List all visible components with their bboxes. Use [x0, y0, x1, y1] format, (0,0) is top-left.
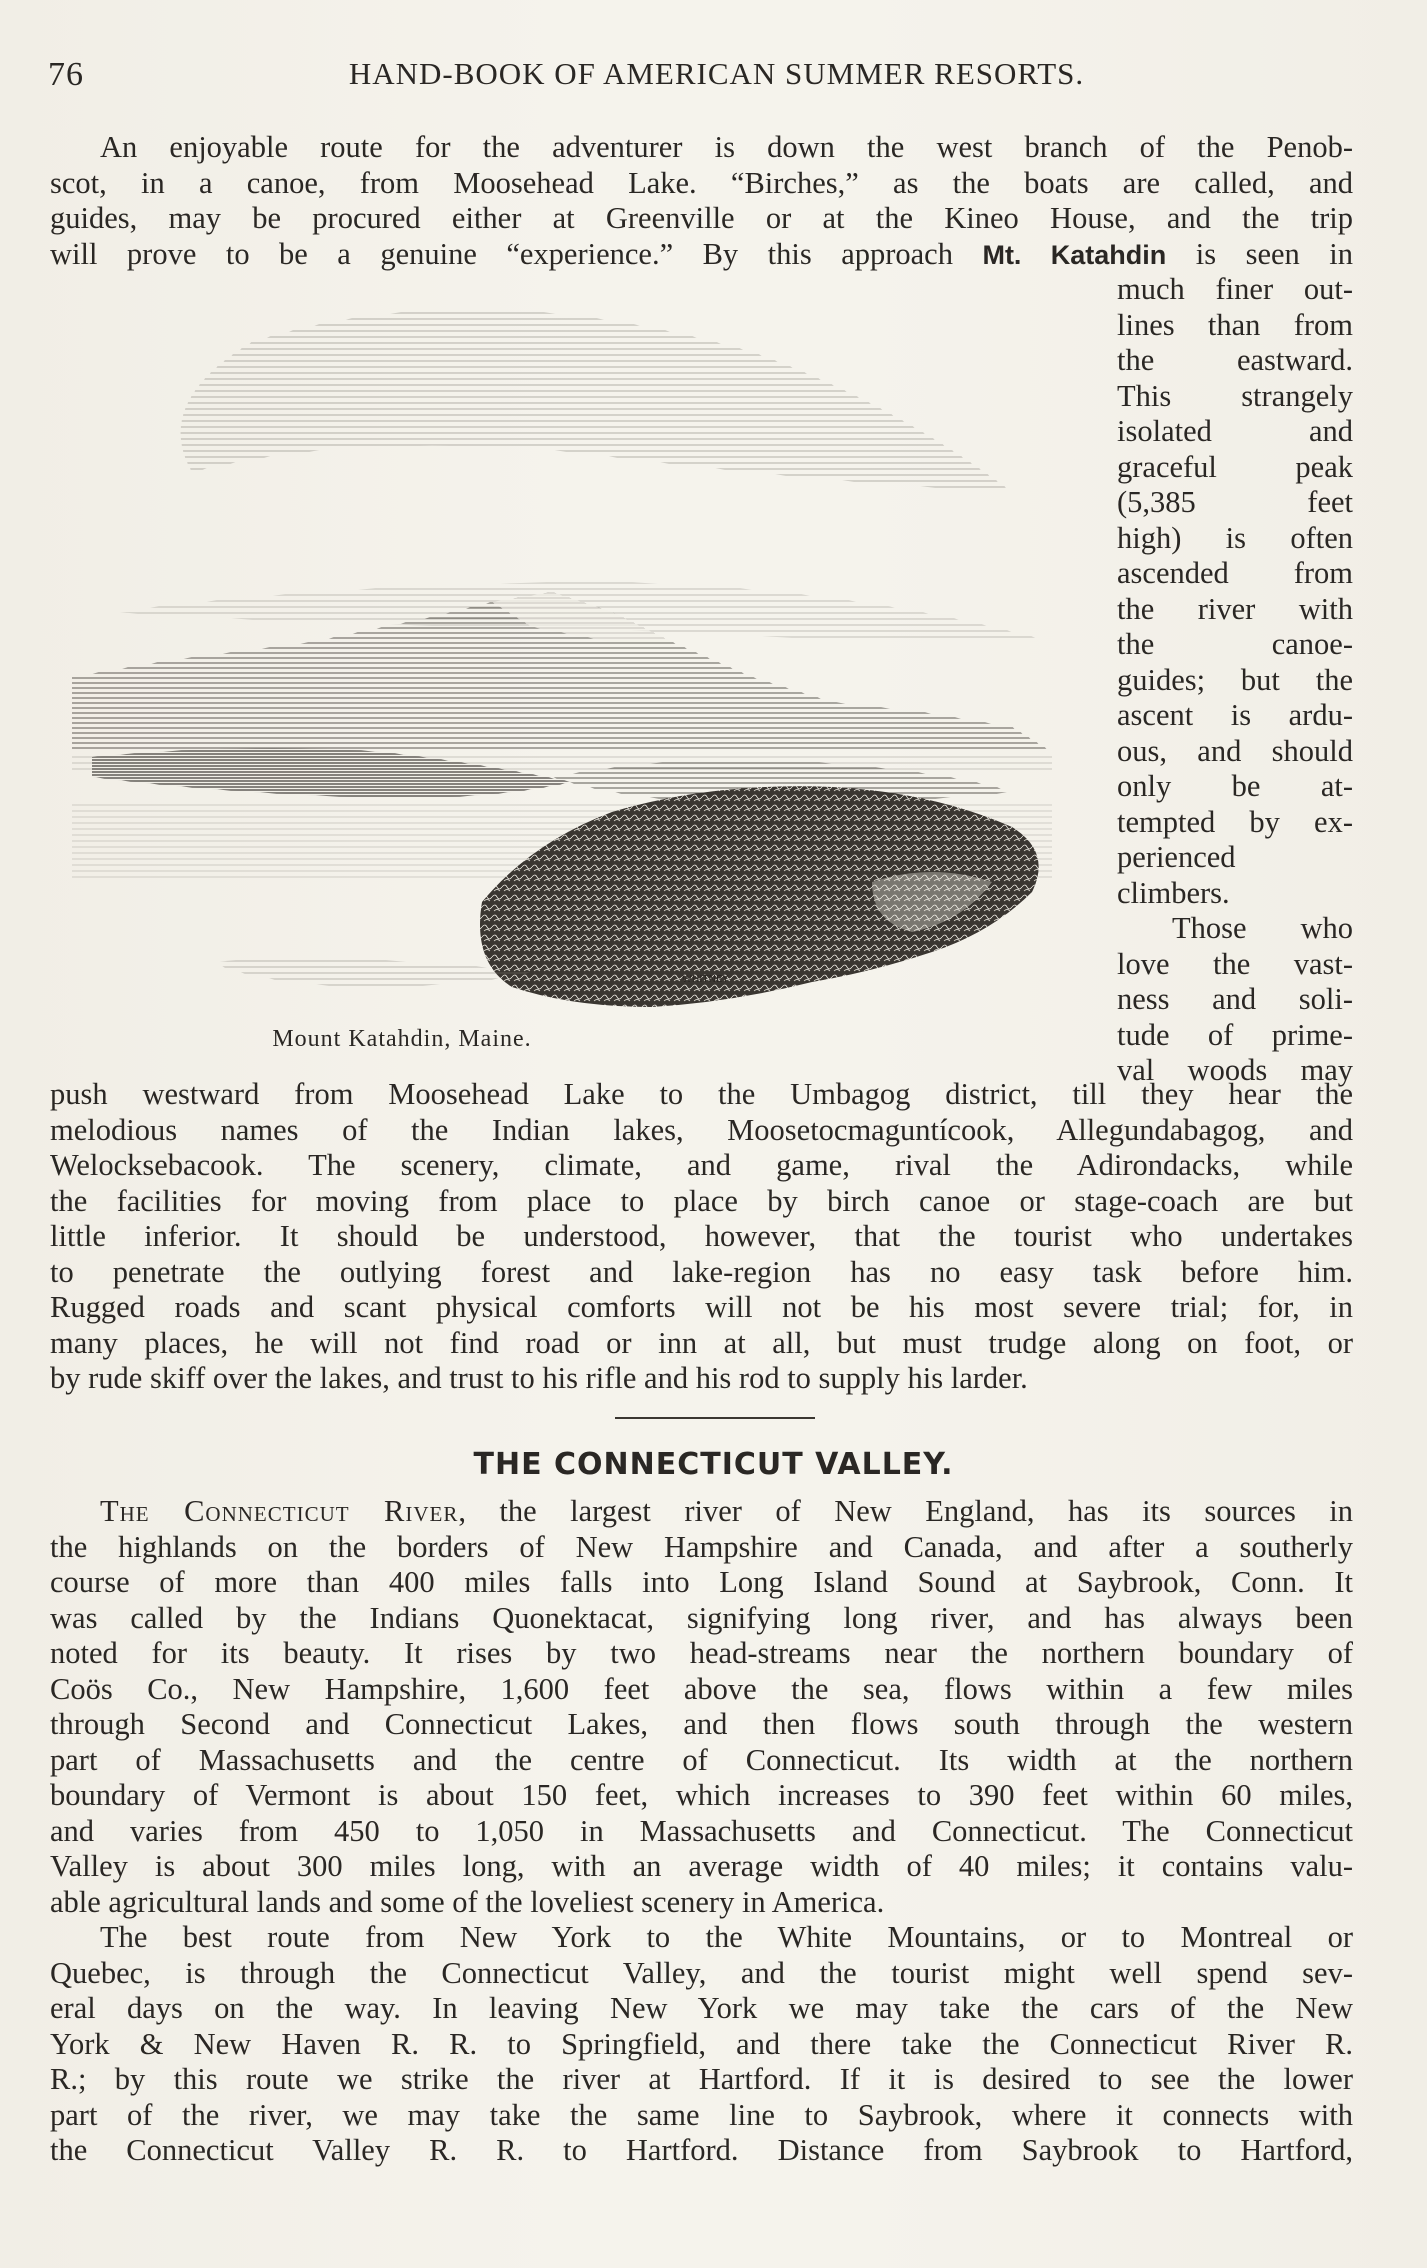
text-line: This strangely — [1117, 378, 1353, 413]
text-line: the canoe- — [1117, 627, 1353, 661]
text-line: guides, may be procured either at Greenville or at the Kineo House, and the trip — [50, 201, 1353, 235]
text-line: val woods may — [1117, 1053, 1353, 1087]
text-line: ness and soli- — [1117, 982, 1353, 1016]
text-line: Coös Co., New Hampshire, 1,600 feet above the sea, flows within a few miles — [50, 1671, 1353, 1706]
intro-paragraph — [50, 130, 1353, 272]
smallcaps-run: The Connecticut River — [100, 1494, 459, 1528]
text-line: tude of prime- — [1117, 1017, 1353, 1052]
text-line: isolated and — [1117, 414, 1353, 448]
text-line: little inferior. It should be understood, however, that the tourist who undertakes — [50, 1219, 1353, 1253]
text-line: the facilities for moving from place to place by birch canoe or stage-coach are but — [50, 1183, 1353, 1218]
text-line — [50, 237, 1353, 273]
text-line: the Connecticut Valley R. R. to Hartford. Distance from Saybrook to Hartford, — [50, 2133, 1353, 2167]
engraving-figure — [52, 282, 1092, 1062]
section-divider — [615, 1417, 815, 1419]
text-line: lines than from — [1117, 307, 1353, 342]
page-header — [48, 56, 1355, 100]
text-line: and varies from 450 to 1,050 in Massachusetts and Connecticut. The Connecticut — [50, 1813, 1353, 1848]
text-line: boundary of Vermont is about 150 feet, which increases to 390 feet within 60 miles, — [50, 1778, 1353, 1812]
continuation-paragraph — [50, 1077, 1353, 1397]
wrap-column — [1117, 272, 1353, 1089]
text-line: Welocksebacook. The scenery, climate, and game, rival the Adirondacks, while — [50, 1148, 1353, 1182]
text-run: , the largest river of New England, has its sources in — [458, 1494, 1353, 1528]
text-line: Valley is about 300 miles long, with an average width of 40 miles; it contains valu- — [50, 1849, 1353, 1883]
text-line: Rugged roads and scant physical comforts will not be his most severe trial; for, in — [50, 1290, 1353, 1324]
text-line: was called by the Indians Quonektacat, signifying long river, and has always been — [50, 1600, 1353, 1635]
text-line: ascended from — [1117, 556, 1353, 590]
text-run: is seen in — [1166, 236, 1353, 271]
text-line: able agricultural lands and some of the loveliest scenery in America. — [50, 1884, 885, 1919]
text-line: only be at- — [1117, 769, 1353, 803]
text-line: part of Massachusetts and the centre of Connecticut. Its width at the northern — [50, 1742, 1353, 1777]
text-line: by rude skiff over the lakes, and trust to his rifle and his rod to supply his larder. — [50, 1361, 1028, 1395]
text-line: melodious names of the Indian lakes, Moosetocmaguntícook, Allegundabagog, and — [50, 1112, 1353, 1147]
text-run: will prove to be a genuine “experience.” By this approach — [50, 236, 983, 271]
text-line: ascent is ardu- — [1117, 698, 1353, 732]
text-line: the highlands on the borders of New Hampshire and Canada, and after a southerly — [50, 1529, 1353, 1564]
text-line: R.; by this route we strike the river at Hartford. If it is desired to see the lower — [50, 2062, 1353, 2096]
text-line: high) is often — [1117, 520, 1353, 555]
text-line: to penetrate the outlying forest and lake-region has no easy task before him. — [50, 1254, 1353, 1289]
engraver-signature: WHITNEY — [682, 974, 729, 985]
text-line: the eastward. — [1117, 343, 1353, 377]
text-line: many places, he will not find road or inn at all, but must trudge along on foot, or — [50, 1325, 1353, 1360]
text-line — [50, 1494, 1353, 1530]
text-line: push westward from Moosehead Lake to the Umbagog district, till they hear the — [50, 1077, 1353, 1111]
page-number: 76 — [48, 56, 84, 93]
figure-caption: Mount Katahdin, Maine. — [272, 1026, 532, 1052]
text-line: climbers. — [1117, 875, 1230, 910]
text-line: eral days on the way. In leaving New York we may take the cars of the New — [50, 1991, 1353, 2025]
text-line: (5,385 feet — [1117, 485, 1353, 519]
section-body — [50, 1494, 1353, 2169]
text-line: perienced — [1117, 840, 1236, 874]
text-line: much finer out- — [1117, 272, 1353, 306]
mount-katahdin-engraving — [52, 282, 1092, 1022]
text-line: The best route from New York to the White Mountains, or to Montreal or — [100, 1920, 1353, 1954]
text-line: graceful peak — [1117, 449, 1353, 484]
text-line: part of the river, we may take the same line to Saybrook, where it connects with — [50, 2097, 1353, 2132]
running-title: HAND-BOOK OF AMERICAN SUMMER RESORTS. — [348, 56, 1085, 91]
text-line: through Second and Connecticut Lakes, and then flows south through the western — [50, 1707, 1353, 1741]
text-line: ous, and should — [1117, 733, 1353, 768]
text-line: noted for its beauty. It rises by two head-streams near the northern boundary of — [50, 1636, 1353, 1670]
text-line: An enjoyable route for the adventurer is down the west branch of the Penob- — [100, 130, 1353, 164]
text-line: York & New Haven R. R. to Springfield, and there take the Connecticut River R. — [50, 2026, 1353, 2061]
text-line: course of more than 400 miles falls into Long Island Sound at Saybrook, Conn. It — [50, 1565, 1353, 1599]
text-line: scot, in a canoe, from Moosehead Lake. “Birches,” as the boats are called, and — [50, 165, 1353, 200]
text-line: Quebec, is through the Connecticut Valley, and the tourist might well spend sev- — [50, 1955, 1353, 1990]
text-line: Those who — [1172, 911, 1353, 945]
text-line: guides; but the — [1117, 662, 1353, 697]
mt-katahdin-bold: Mt. Katahdin — [982, 239, 1167, 270]
text-line: the river with — [1117, 591, 1353, 626]
section-heading: THE CONNECTICUT VALLEY. — [473, 1447, 954, 1482]
text-line: tempted by ex- — [1117, 804, 1353, 839]
text-line: love the vast- — [1117, 946, 1353, 981]
